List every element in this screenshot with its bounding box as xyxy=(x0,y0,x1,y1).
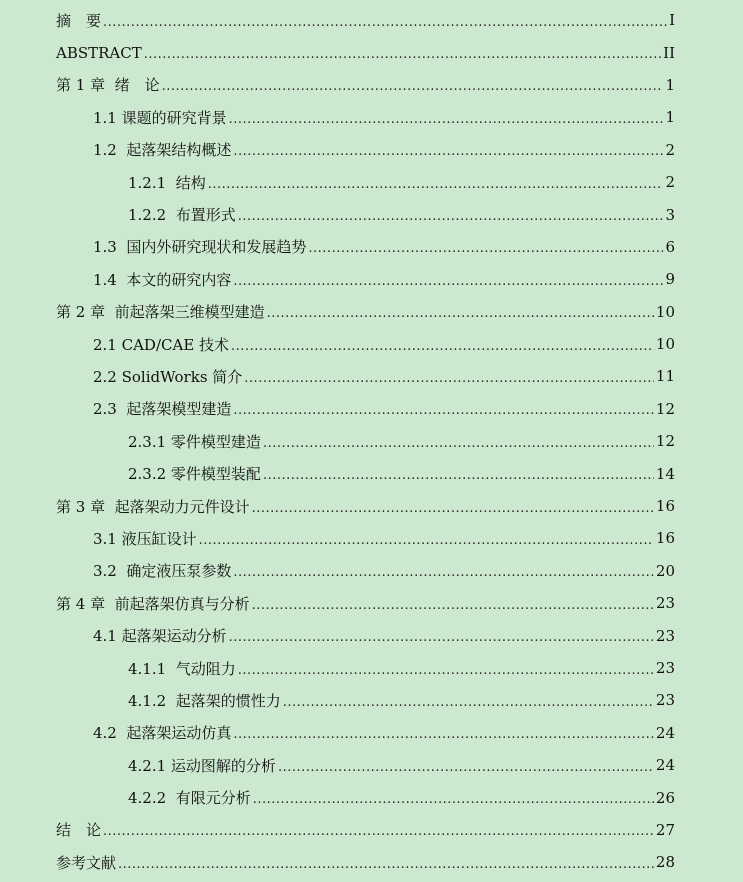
toc-entry[interactable] xyxy=(0,328,743,360)
dot-leader xyxy=(233,274,663,289)
dot-leader xyxy=(162,79,664,94)
dot-leader xyxy=(233,144,663,159)
toc-entry-title: 4.1 起落架运动分析 xyxy=(93,627,227,646)
toc-entry-page: II xyxy=(663,43,675,62)
dot-leader xyxy=(278,760,654,775)
toc-entry-page: 2 xyxy=(665,140,675,159)
dot-leader xyxy=(244,371,654,386)
toc-entry-title: 结 论 xyxy=(56,821,102,840)
dot-leader xyxy=(233,727,654,742)
toc-entry-title: 2.3.1 零件模型建造 xyxy=(128,432,261,451)
toc-entry-title: 1.3 国内外研究现状和发展趋势 xyxy=(93,238,307,257)
toc-entry[interactable] xyxy=(0,393,743,425)
dot-leader xyxy=(199,533,654,548)
toc-entry[interactable] xyxy=(0,166,743,198)
toc-entry-page: 1 xyxy=(665,75,675,94)
toc-entry-page: 16 xyxy=(655,497,675,516)
toc-entry[interactable] xyxy=(0,846,743,878)
toc-entry-title: 1.2.1 结构 xyxy=(128,173,206,192)
toc-entry-title: 第 1 章 绪 论 xyxy=(56,76,160,95)
dot-leader xyxy=(252,598,654,613)
toc-entry[interactable] xyxy=(0,425,743,457)
toc-entry[interactable] xyxy=(0,4,743,36)
toc-entry-title: 第 3 章 起落架动力元件设计 xyxy=(56,497,250,516)
dot-leader xyxy=(208,177,664,192)
dot-leader xyxy=(263,468,654,483)
toc-entry-title: 参考文献 xyxy=(56,853,117,872)
toc-entry-page: 10 xyxy=(655,302,675,321)
dot-leader xyxy=(233,403,654,418)
toc-entry-page: 11 xyxy=(655,367,675,386)
toc-entry-page: 28 xyxy=(655,853,675,872)
toc-entry-title: 第 4 章 前起落架仿真与分析 xyxy=(56,594,250,613)
toc-entry-title: 3.1 液压缸设计 xyxy=(93,529,197,548)
toc-entry-title: 1.2 起落架结构概述 xyxy=(93,141,232,160)
toc-entry-title: 4.1.2 起落架的惯性力 xyxy=(128,691,281,710)
toc-entry-page: 26 xyxy=(655,788,675,807)
dot-leader xyxy=(229,112,664,127)
dot-leader xyxy=(231,339,654,354)
toc-entry-page: 23 xyxy=(655,594,675,613)
toc-entry[interactable] xyxy=(0,36,743,68)
toc-entry-page: 9 xyxy=(665,270,675,289)
toc-entry-title: 4.2 起落架运动仿真 xyxy=(93,724,232,743)
toc-entry[interactable] xyxy=(0,652,743,684)
dot-leader xyxy=(233,565,654,580)
dot-leader xyxy=(283,695,654,710)
toc-entry-title: 2.3 起落架模型建造 xyxy=(93,400,232,419)
toc-entry[interactable] xyxy=(0,457,743,489)
toc-entry-title: 4.2.2 有限元分析 xyxy=(128,789,251,808)
toc-entry-title: 第 2 章 前起落架三维模型建造 xyxy=(56,303,265,322)
toc-entry-page: 24 xyxy=(655,756,675,775)
toc-entry[interactable] xyxy=(0,198,743,230)
toc-entry-page: 12 xyxy=(655,399,675,418)
toc-entry-page: 14 xyxy=(655,464,675,483)
dot-leader xyxy=(252,501,654,516)
toc-entry-page: 1 xyxy=(665,108,675,127)
dot-leader xyxy=(253,792,654,807)
dot-leader xyxy=(308,241,663,256)
toc-entry[interactable] xyxy=(0,814,743,846)
toc-entry-page: 3 xyxy=(665,205,675,224)
toc-entry-title: 1.1 课题的研究背景 xyxy=(93,108,227,127)
toc-entry[interactable] xyxy=(0,296,743,328)
dot-leader xyxy=(103,824,654,839)
toc-entry-page: 23 xyxy=(655,626,675,645)
dot-leader xyxy=(238,209,664,224)
toc-entry-page: 2 xyxy=(665,173,675,192)
toc-entry-title: 4.1.1 气动阻力 xyxy=(128,659,236,678)
dot-leader xyxy=(118,857,654,872)
toc-entry[interactable] xyxy=(0,263,743,295)
toc-entry-title: 2.1 CAD/CAE 技术 xyxy=(93,335,230,354)
toc-entry-title: 1.2.2 布置形式 xyxy=(128,206,236,225)
toc-entry[interactable] xyxy=(0,717,743,749)
toc-entry-title: 1.4 本文的研究内容 xyxy=(93,270,232,289)
dot-leader xyxy=(238,663,654,678)
toc-entry[interactable] xyxy=(0,101,743,133)
toc-entry[interactable] xyxy=(0,619,743,651)
toc-entry-page: 27 xyxy=(655,820,675,839)
toc-entry-page: I xyxy=(669,11,675,30)
toc-entry[interactable] xyxy=(0,555,743,587)
toc-entry[interactable] xyxy=(0,231,743,263)
toc-entry[interactable] xyxy=(0,522,743,554)
toc-entry[interactable] xyxy=(0,587,743,619)
toc-entry[interactable] xyxy=(0,69,743,101)
toc-entry-title: 3.2 确定液压泵参数 xyxy=(93,562,232,581)
toc-entry[interactable] xyxy=(0,749,743,781)
toc-entry-page: 20 xyxy=(655,561,675,580)
toc-entry-page: 6 xyxy=(665,237,675,256)
toc-entry-page: 10 xyxy=(655,335,675,354)
toc-entry[interactable] xyxy=(0,134,743,166)
toc-entry-title: 2.2 SolidWorks 简介 xyxy=(93,367,243,386)
dot-leader xyxy=(229,630,654,645)
toc-entry-page: 12 xyxy=(655,432,675,451)
toc-entry-title: 摘 要 xyxy=(56,11,102,30)
toc-entry-title: 2.3.2 零件模型装配 xyxy=(128,465,261,484)
dot-leader xyxy=(103,15,667,30)
toc-entry[interactable] xyxy=(0,360,743,392)
toc-entry-page: 23 xyxy=(655,691,675,710)
toc-entry-title: 4.2.1 运动图解的分析 xyxy=(128,756,276,775)
toc-entry-title: ABSTRACT xyxy=(56,43,142,62)
toc-entry-page: 23 xyxy=(655,659,675,677)
dot-leader xyxy=(144,47,661,62)
toc-entry-page: 16 xyxy=(655,529,675,548)
dot-leader xyxy=(263,436,654,451)
toc-entry[interactable] xyxy=(0,490,743,522)
toc-entry[interactable] xyxy=(0,684,743,716)
toc-entry-page: 24 xyxy=(655,723,675,742)
toc-entry[interactable] xyxy=(0,781,743,813)
table-of-contents xyxy=(0,4,743,879)
dot-leader xyxy=(267,306,654,321)
